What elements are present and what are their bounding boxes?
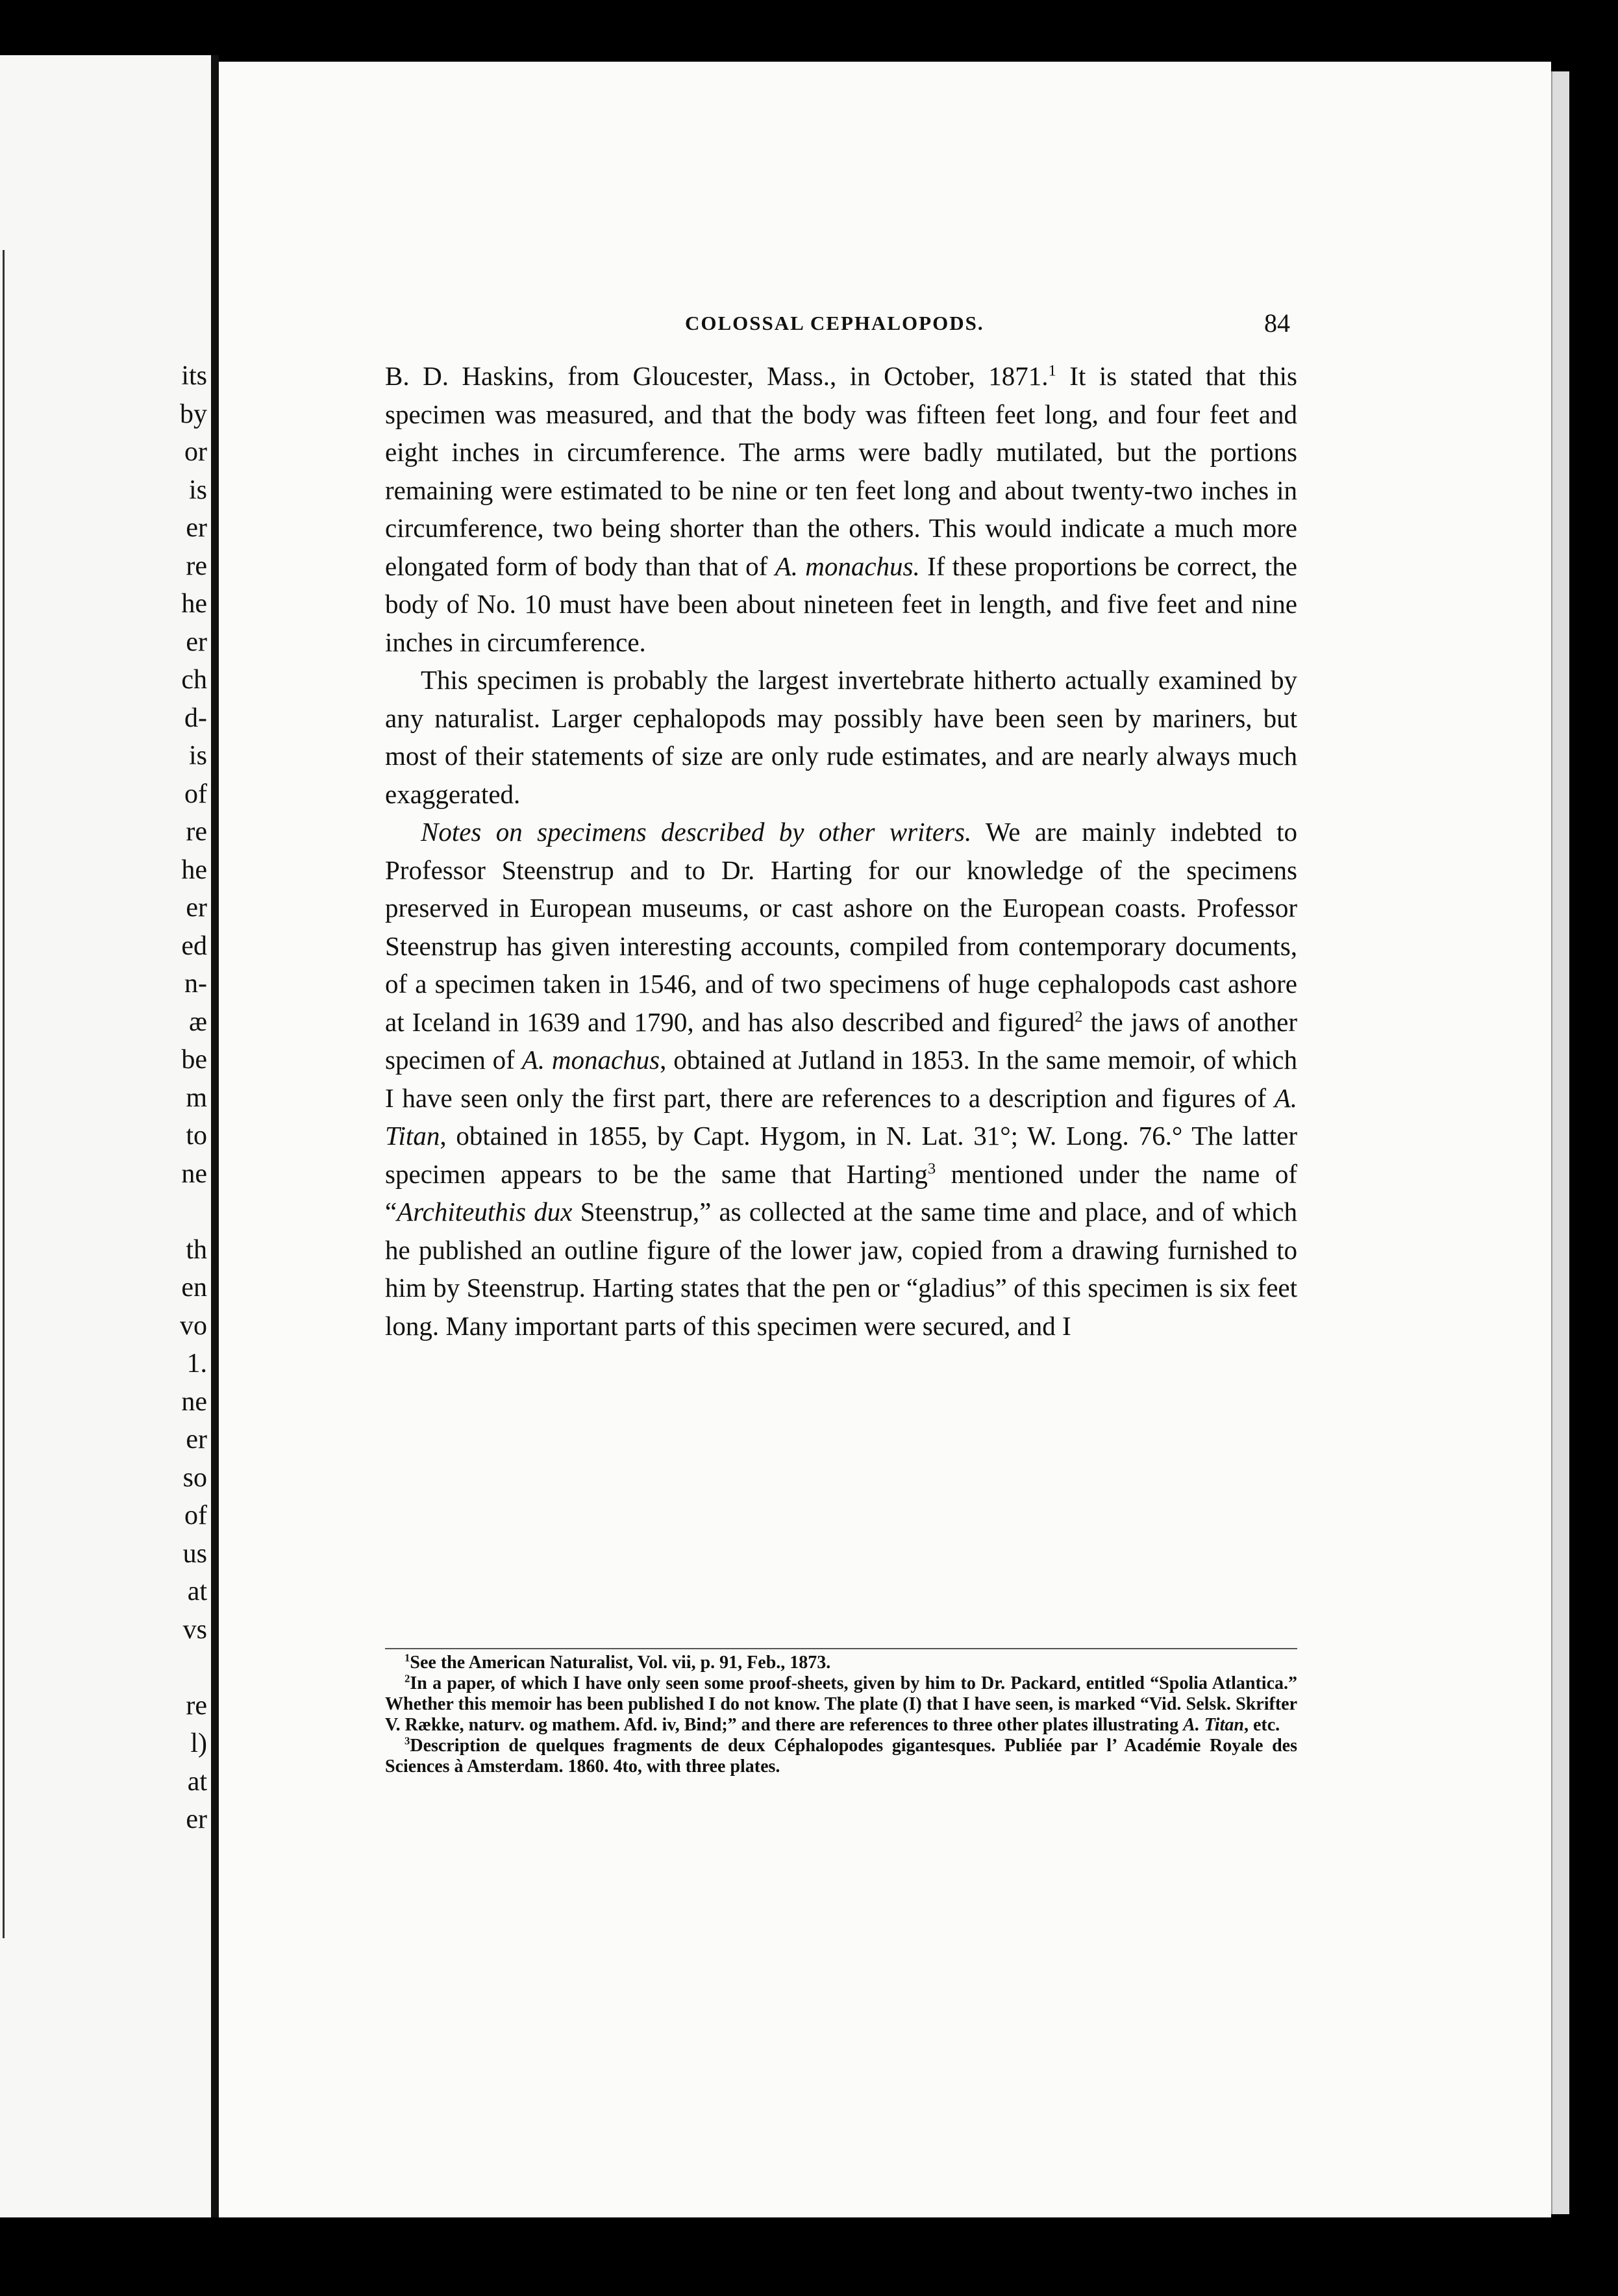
page-edge — [1551, 71, 1569, 2214]
facing-page-fragment: ne — [181, 1386, 207, 1417]
footnote-ref-2: 2 — [1075, 1007, 1083, 1025]
book-gutter — [211, 55, 219, 2217]
facing-page-fragment: d- — [184, 703, 207, 733]
species-name: A. monachus. — [775, 551, 920, 581]
facing-page-fragment: re — [186, 817, 207, 847]
facing-page-fragment: er — [186, 1425, 207, 1454]
facing-page-fragment: m — [186, 1082, 207, 1113]
species-name: Architeuthis dux — [397, 1197, 573, 1227]
facing-page-fragment: en — [181, 1273, 207, 1303]
footnote-ref-1: 1 — [1048, 362, 1056, 380]
facing-page-fragment: be — [181, 1045, 207, 1075]
facing-page-fragment: ed — [181, 930, 207, 961]
facing-page-fragment: so — [182, 1462, 207, 1493]
facing-page-fragment: its — [181, 361, 207, 391]
facing-page-fragment: er — [186, 513, 207, 543]
facing-page-fragment: he — [181, 589, 207, 619]
facing-page-fragment: er — [186, 1804, 207, 1834]
facing-page-fragment: vs — [182, 1614, 207, 1645]
footnotes — [385, 1653, 1297, 1777]
facing-page-fragment: us — [182, 1538, 207, 1569]
footnote-rule — [385, 1648, 1297, 1649]
facing-page-fragment: at — [187, 1577, 207, 1606]
facing-page-fragment: 1. — [186, 1349, 207, 1379]
facing-page-fragment: æ — [188, 1006, 207, 1037]
facing-page-fragment: vo — [180, 1310, 207, 1341]
facing-page-fragment: of — [184, 779, 207, 809]
footnote-3: $^3$Description de quelques fragments de deux Céphalopodes gigantesques. Publiée par l’ Académie Royale des Sciences à Amsterdam. 1860. 4to, with three plates. — [385, 1734, 1297, 1777]
page-number: 84 — [1264, 308, 1290, 338]
paragraph-1: B. D. Haskins, from Gloucester, Mass., in October, 1871.$^1$ It is stated that this specimen was measured, and that the body was fifteen feet long, and four feet and eight inches in circumference. The arms were badly mutilated, but the portions remaining were estimated to be nine or ten feet long and about twenty-two inches in circumference, two being shorter than the others. This would indicate a much more elongated form of body than that of A. monachus. If these proportions be correct, the body of No. 10 must have been about nineteen feet in length, and five feet and nine inches in circumference. — [385, 361, 1298, 657]
species-name: A. monachus — [521, 1045, 660, 1075]
species-name: A. Titan — [385, 1082, 1297, 1151]
facing-page-fragment: l) — [190, 1728, 207, 1758]
facing-page-fragment: er — [186, 893, 207, 923]
footnote-2: $^2$In a paper, of which I have only seen some proof-sheets, given by him to Dr. Packard, entitled “Spolia Atlantica.” Whether this memoir has been published I do not know. The plate (I) that I have seen, is marked “Vid. Selsk. Skrifter V. Række, naturv. og mathem. Afd. iv, Bind;” and there are references to three other plates illustrating A. Titan, etc. — [385, 1672, 1297, 1735]
facing-page-fragment: n- — [184, 969, 207, 999]
facing-page-fragment: to — [186, 1121, 207, 1151]
page-margin-line — [3, 250, 5, 1938]
running-head: COLOSSAL CEPHALOPODS. — [685, 312, 984, 334]
facing-page-fragment: or — [184, 437, 207, 467]
facing-page-fragment: er — [186, 627, 207, 657]
paragraph-3: Notes on specimens described by other writers. We are mainly indebted to Professor Steenstrup and to Dr. Harting for our knowledge of the specimens preserved in European museums, or cast ashore on the European coasts. Professor Steenstrup has given interesting accounts, compiled from contemporary documents, of a specimen taken in 1546, and of two specimens of huge cephalopods cast ashore at Iceland in 1639 and 1790, and has also described and figured$^2$ the jaws of another specimen of A. monachus, obtained at Jutland in 1853. In the same memoir, of which I have seen only the first part, there are references to a description and figures of A. Titan, obtained in 1855, by Capt. Hygom, in N. Lat. 31°; W. Long. 76.° The latter specimen appears to be the same that Harting$^3$ mentioned under the name of “Architeuthis dux Steenstrup,” as collected at the same time and place, and of which he published an outline figure of the lower jaw, copied from a drawing furnished to him by Steenstrup. Harting states that the pen or “gladius” of this specimen is six feet long. Many important parts of this specimen were secured, and I — [385, 817, 1297, 1341]
facing-page-fragment: he — [181, 855, 207, 885]
facing-page-fragment: is — [188, 741, 207, 771]
facing-page-fragment: is — [188, 475, 207, 505]
footnote-ref-3: 3 — [927, 1159, 936, 1177]
facing-page-fragment: re — [186, 551, 207, 581]
facing-page-fragment: by — [180, 399, 207, 429]
footnote-1: $^1$See the American Naturalist, Vol. vii, p. 91, Feb., 1873. — [404, 1651, 831, 1673]
facing-page-fragment: of — [184, 1501, 207, 1530]
paragraph-2: This specimen is probably the largest invertebrate hitherto actually examined by any naturalist. Larger cephalopods may possibly have been seen by mariners, but most of their statements of size are only rude estimates, and are nearly always much exaggerated. — [385, 665, 1297, 809]
facing-page-fragment: re — [186, 1690, 207, 1721]
facing-page-fragment: th — [186, 1234, 207, 1265]
facing-page — [0, 55, 211, 2217]
facing-page-fragment: at — [187, 1766, 207, 1797]
facing-page-fragment: ne — [181, 1158, 207, 1189]
facing-page-fragment: ch — [181, 665, 207, 695]
section-heading: Notes on specimens described by other writers. — [421, 817, 972, 847]
body-text — [385, 357, 1297, 1345]
